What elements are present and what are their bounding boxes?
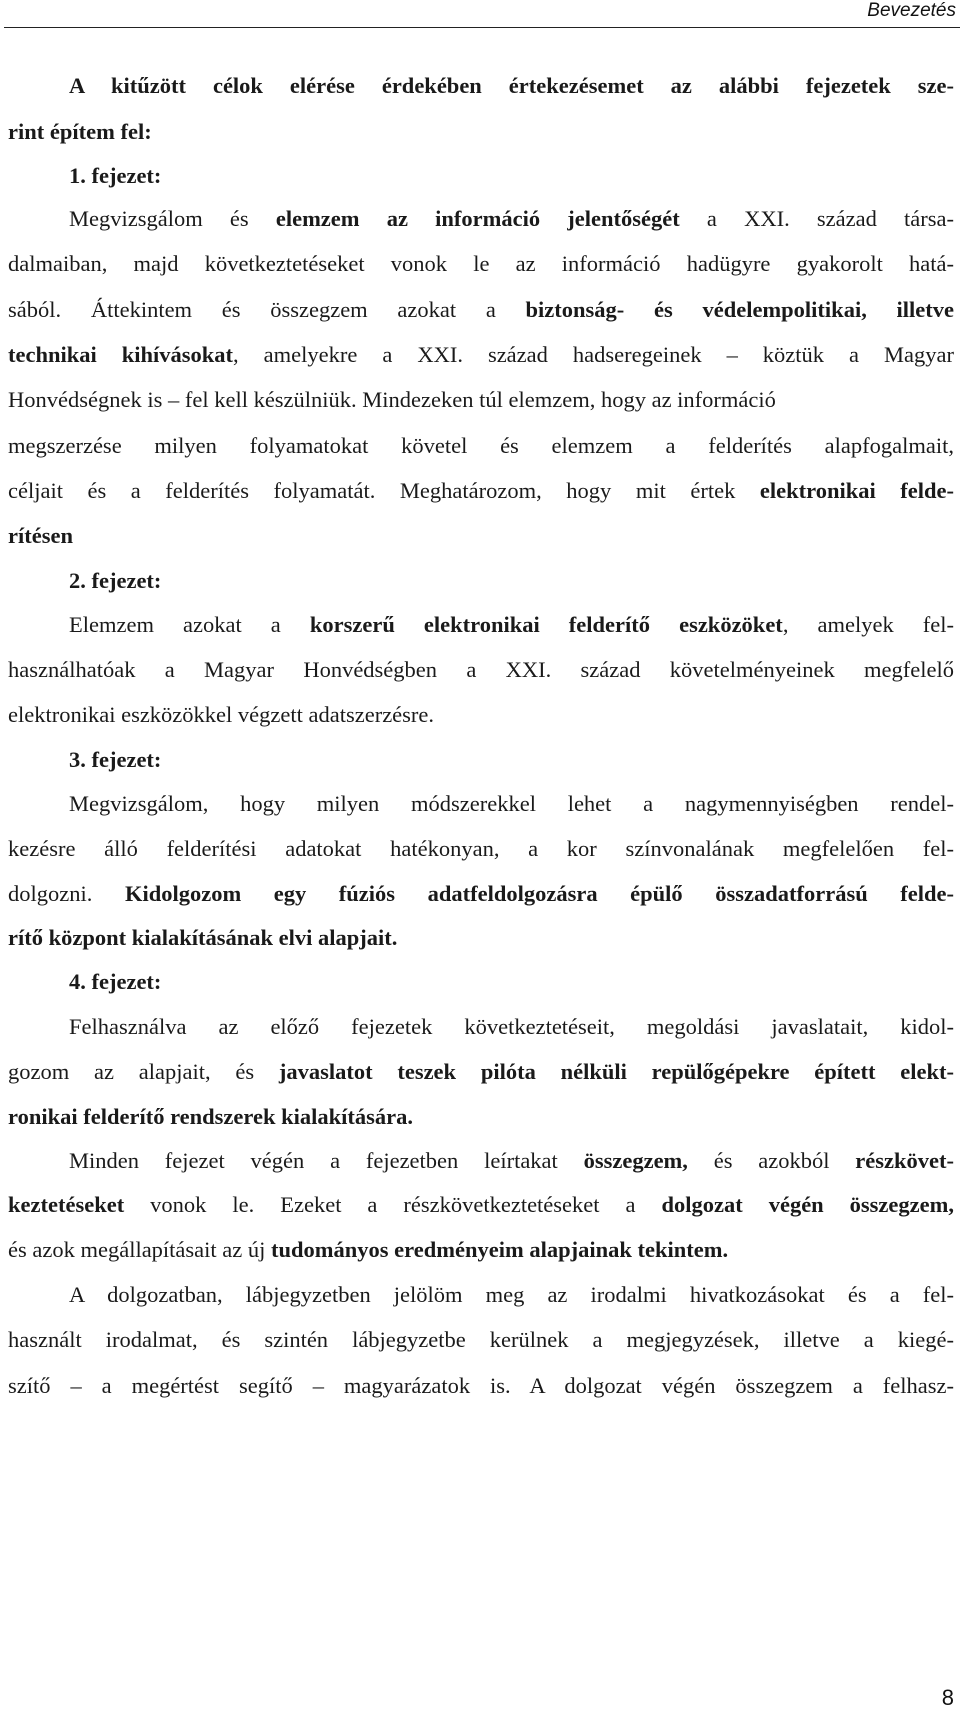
bold-text-run: dolgozat végén összegzem, [661,1192,954,1217]
text-run: , amelyek fel- [782,612,955,637]
text-run: Elemzem azokat a [69,612,310,637]
bold-text-run: részkövet- [855,1148,954,1173]
text-line [69,72,954,124]
bold-text-run: rint építem fel: [8,119,152,144]
bold-text-run: korszerű elektronikai felderítő eszközöket [309,612,783,637]
bold-text-run: ronikai felderítő rendszerek kialakítására. [8,1104,413,1129]
text-run: szítő – a megértést segítő – magyarázatok is. A dolgozat végén összegzem a felhasz- [8,1373,954,1398]
text-run: Felhasználva az előző fejezetek következtetéseit, megoldási javaslatait, kidol- [69,1014,954,1039]
text-run: és azok megállapításait az új [8,1237,272,1262]
text-run: Minden fejezet végén a fejezetben leírtakat [69,1148,584,1173]
bold-text-run: biztonság- és védelempolitikai, illetve [525,297,955,322]
running-header-title: Bevezetés [867,0,956,21]
bold-text-run: 3. fejezet: [69,747,162,772]
bold-text-run: technikai kihívásokat [8,342,234,367]
bold-text-run: javaslatot teszek pilóta nélküli repülőgépekre épített elekt- [278,1059,954,1084]
bold-text-run: 1. fejezet: [69,163,162,188]
text-line [8,1326,954,1378]
page-number: 8 [941,1685,954,1710]
text-run: A dolgozatban, lábjegyzetben jelölöm meg az irodalmi hivatkozásokat és a fel- [69,1282,954,1307]
bold-text-run: Kidolgozom egy fúziós adatfeldolgozásra épülő összadatforrású felde- [124,881,954,906]
text-run: használhatóak a Magyar Honvédségben a XXI. század követelményeinek megfelelő [8,657,954,682]
header-divider [4,27,960,28]
text-run: , amelyekre a XXI. század hadseregeinek – köztük a Magyar [233,342,954,367]
text-run: gozom az alapjait, és [8,1059,279,1084]
text-run: elektronikai eszközökkel végzett adatszerzésre. [8,702,435,727]
text-run: dalmaiban, majd következtetéseket vonok le az információ hadügyre gyakorolt hatá- [8,251,954,276]
text-line [8,386,954,438]
text-line [8,250,954,302]
bold-text-run: rítő központ kialakításának elvi alapjait. [8,925,398,950]
bold-text-run: 2. fejezet: [69,568,162,593]
text-run: kezésre álló felderítési adatokat hatékonyan, a kor színvonalának megfelelően fel- [8,836,954,861]
text-run: dolgozni. [8,881,125,906]
text-line [8,1372,954,1424]
bold-text-run: keztetéseket [8,1192,125,1217]
bold-text-run: összegzem, [583,1148,688,1173]
text-run: megszerzése milyen folyamatokat követel és elemzem a felderítés alapfogalmait, [8,433,954,458]
text-run: vonok le. Ezeket a részkövetkeztetéseket a [124,1192,662,1217]
text-run: Megvizsgálom, hogy milyen módszerekkel lehet a nagymennyiségben rendel- [69,791,954,816]
bold-text-run: rítésen [8,523,73,548]
bold-text-run: elemzem az információ jelentőségét [275,206,680,231]
text-run: a XXI. század társa- [679,206,955,231]
text-run: használt irodalmat, és szintén lábjegyzetbe kerülnek a megjegyzések, illetve a kiegé- [8,1327,954,1352]
text-run: és azokból [687,1148,856,1173]
text-run: Honvédségnek is – fel kell készülniük. Mindezeken túl elemzem, hogy az információ [8,387,776,412]
text-run: sából. Áttekintem és összegzem azokat a [8,297,526,322]
bold-text-run: tudományos eredményeim alapjainak tekintem. [271,1237,729,1262]
text-run: céljait és a felderítés folyamatát. Meghatározom, hogy mit értek [8,478,760,503]
bold-text-run: 4. fejezet: [69,969,162,994]
bold-text-run: elektronikai felde- [759,478,954,503]
text-run: Megvizsgálom és [69,206,276,231]
bold-text-run: A kitűzött célok elérése érdekében értekezésemet az alábbi fejezetek sze- [69,73,954,98]
